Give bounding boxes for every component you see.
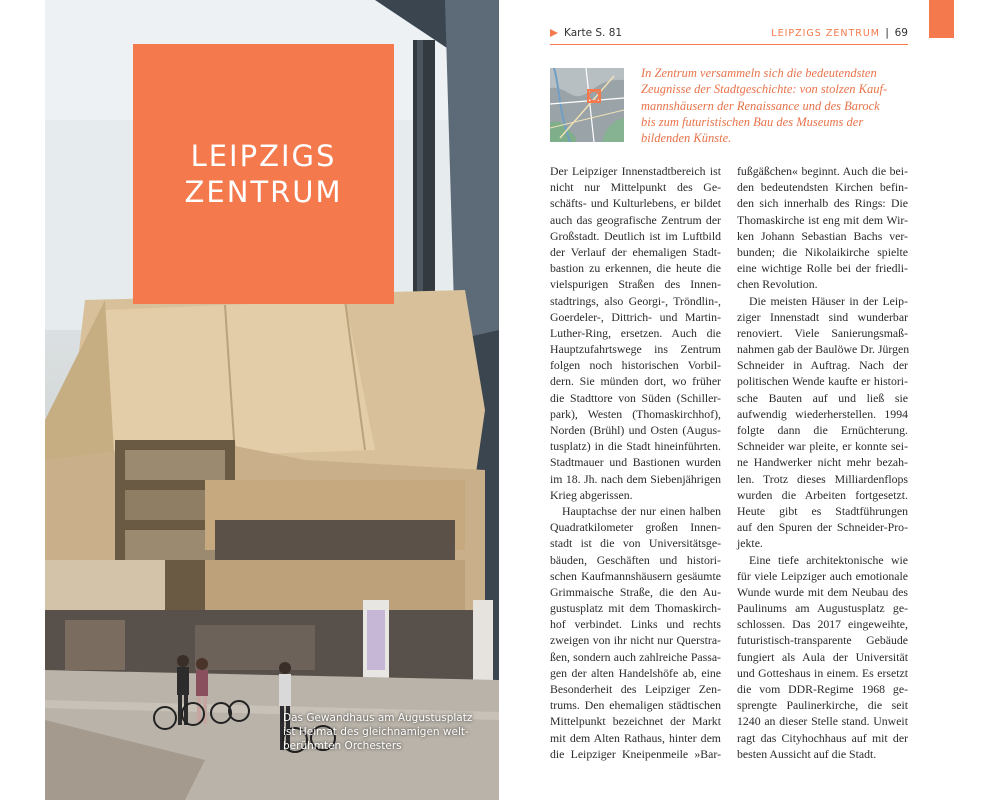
body-line: chen Revolution. xyxy=(737,277,818,292)
body-line: Quadratkilometer großen Innen- xyxy=(550,520,721,535)
body-line: Eine tiefe architektonische wie xyxy=(749,552,908,567)
body-line: ragt das Cityhochhaus auf mit der xyxy=(737,730,908,745)
body-column-left xyxy=(550,163,721,762)
body-line: zweigen von ihr nicht nur Querstra- xyxy=(550,633,721,648)
body-line: eine wichtige Rolle bei der friedli- xyxy=(737,261,908,276)
body-line: schlossen. Das 2017 eingeweihte, xyxy=(737,617,908,632)
photo-caption xyxy=(283,711,473,753)
body-line: Schneider war pleite, er konnte sei- xyxy=(737,439,908,454)
body-line: Schneider in Auftrag. Nach der xyxy=(737,358,908,373)
body-line: für viele Leipziger auch emotionale xyxy=(737,568,908,583)
cover-photo xyxy=(45,0,499,800)
body-line: Hauptzufahrtswege ins Zentrum xyxy=(550,342,721,357)
body-line: vielspurigen Straßen des Innen- xyxy=(550,277,721,292)
body-line: bunden; die Nikolaikirche spielte xyxy=(737,244,908,259)
body-line: folgte dann die Ernüchterung. xyxy=(737,423,908,437)
body-line: nicht nur Mittelpunkt des Ge- xyxy=(550,180,721,195)
body-line: Norden (Brühl) und Osten (Augus- xyxy=(550,423,721,437)
intro-paragraph xyxy=(641,65,909,146)
header-separator: | xyxy=(885,26,889,39)
page-tab-marker xyxy=(929,0,954,38)
intro-line: bis zum futuristischen Bau des Museums der xyxy=(641,114,864,129)
body-line: Heute gibt es Stadtführungen xyxy=(737,503,908,518)
photo-caption-line: berühmten Orchesters xyxy=(283,740,402,752)
body-column-right xyxy=(737,163,908,762)
body-line: renoviert. Viele Sanierungsmaß- xyxy=(737,325,908,340)
body-line: wurden die Arbeiten fortgesetzt. xyxy=(737,487,908,502)
body-line: auch das geografische Zentrum der xyxy=(550,212,721,227)
body-line: Paulinums am Augustusplatz ge- xyxy=(737,601,908,616)
body-line: Großstadt. Deutlich ist im Luftbild xyxy=(550,228,721,243)
body-line: den sich innerhalb des Rings: Die xyxy=(737,196,908,211)
body-line: sche Bauten auf und ließ sie xyxy=(737,390,908,405)
body-line: Krieg abgerissen. xyxy=(550,487,633,502)
body-line: stadtrings, also Georgi-, Tröndlin-, xyxy=(550,293,721,308)
body-line: Der Leipziger Innenstadtbereich ist xyxy=(550,164,721,178)
photo-caption-line: Das Gewandhaus am Augustusplatz xyxy=(283,712,473,724)
body-line: tusplatz) in die Stadt hineinführten. xyxy=(550,439,721,454)
body-line: Grimmaische Straße, die den Au- xyxy=(550,584,721,599)
body-line: trums. Den ehemaligen städtischen xyxy=(550,698,721,713)
body-line: schäfts- und Kulturlebens, er bildet xyxy=(550,196,721,211)
body-line: aufwendig wiederherstellen. 1994 xyxy=(737,406,908,421)
body-line: die Leipziger Kneipenmeile »Bar- xyxy=(550,746,721,761)
body-line: Besonderheit des Leipziger Zen- xyxy=(550,682,721,696)
intro-line: In Zentrum versammeln sich die bedeutendsten xyxy=(641,66,877,80)
map-reference-label: Karte S. 81 xyxy=(564,27,623,39)
body-line: gen der alten Handelshöfe ab, eine xyxy=(550,665,721,680)
body-line: ziger Innenstadt sind wunderbar xyxy=(737,309,908,324)
body-line: gustusplatz mit dem Thomaskirch- xyxy=(550,601,721,616)
body-line: die Stadttore von Süden (Schiller- xyxy=(550,390,721,405)
intro-line: bildenden Künste. xyxy=(641,131,732,146)
body-line: futuristisch-transparente Gebäude xyxy=(737,633,908,648)
body-line: Wunde wurde mit dem Neubau des xyxy=(737,584,908,599)
body-line: Goerdeler-, Dittrich- und Martin- xyxy=(550,309,721,324)
chapter-title-line-2: ZENTRUM xyxy=(184,175,343,209)
body-line: besten Aussicht auf die Stadt. xyxy=(737,746,877,761)
body-line: 1240 an dieser Stelle stand. Unweit xyxy=(737,714,908,729)
body-line: mit dem Alten Rathaus, hinter dem xyxy=(550,730,721,745)
body-line: dern. Sie münden dort, wo früher xyxy=(550,374,721,389)
body-line: den bedeutendsten Kirchen befin- xyxy=(737,180,908,195)
body-line: Die meisten Häuser in der Leip- xyxy=(749,293,908,308)
body-line: bastion zu erkennen, die heute die xyxy=(550,261,721,276)
body-line: der Verlauf der ehemaligen Stadt- xyxy=(550,244,721,259)
body-line: ßen, sondern auch zahlreiche Passa- xyxy=(550,649,721,664)
body-line: auf den Spuren der Schneider-Pro- xyxy=(737,520,908,535)
body-line: politischen Wende kaufte er histori- xyxy=(737,374,908,389)
body-line: ne Handwerker nicht mehr bezah- xyxy=(737,455,908,470)
body-line: nahmen gab der Baulöwe Dr. Jürgen xyxy=(737,342,910,357)
body-line: fußgäßchen« beginnt. Auch die bei- xyxy=(737,164,908,178)
body-line: Mittelpunkt bezeichnet der Markt xyxy=(550,714,721,729)
photo-caption-line: ist Heimat des gleichnamigen welt- xyxy=(283,726,469,738)
running-head: LEIPZIGS ZENTRUM xyxy=(771,28,880,39)
body-line: fungiert als Aula der Universität xyxy=(737,649,908,664)
page-header xyxy=(550,26,908,45)
body-line: Luther-Ring, ersetzen. Auch die xyxy=(550,325,721,340)
page-number: 69 xyxy=(894,27,908,39)
body-line: und Gotteshaus in einem. Es ersetzt xyxy=(737,665,908,680)
body-line: folgen noch historischen Vorbil- xyxy=(550,358,721,373)
body-line: jekte. xyxy=(737,536,763,551)
intro-line: Zeugnisse der Stadtgeschichte: von stolzen Kauf- xyxy=(641,82,888,97)
body-line: stadt ist die von Universitätsge- xyxy=(550,536,721,551)
body-line: bäuden, Geschäften und histori- xyxy=(550,552,721,567)
body-line: len. Trotz dieses Milliardenflops xyxy=(737,471,908,486)
chapter-title-line-1: LEIPZIGS xyxy=(190,139,337,173)
body-line: schen Kaufmannshäusern gesäumte xyxy=(550,568,721,583)
chapter-title-box xyxy=(133,44,394,304)
body-line: sprengte Paulinerkirche, die seit xyxy=(737,698,908,713)
body-line: park), Westen (Thomaskirchhof), xyxy=(550,406,721,421)
body-line: im 18. Jh. nach dem Siebenjährigen xyxy=(550,471,721,486)
body-line: Thomaskirche ist eng mit dem Wir- xyxy=(737,212,908,227)
body-line: ken Johann Sebastian Bachs ver- xyxy=(737,228,908,243)
body-line: hof verbindet. Links und rechts xyxy=(550,617,721,632)
city-map-thumbnail[interactable] xyxy=(550,68,624,142)
intro-line: mannshäusern der Renaissance und des Barock xyxy=(641,98,880,113)
map-reference[interactable] xyxy=(550,27,622,39)
body-line: Stadtmauer und Bastionen wurden xyxy=(550,455,721,470)
body-line: Hauptachse der nur einen halben xyxy=(562,503,721,518)
body-line: die vom DDR-Regime 1968 ge- xyxy=(737,682,908,696)
map-arrow-icon xyxy=(550,29,558,37)
